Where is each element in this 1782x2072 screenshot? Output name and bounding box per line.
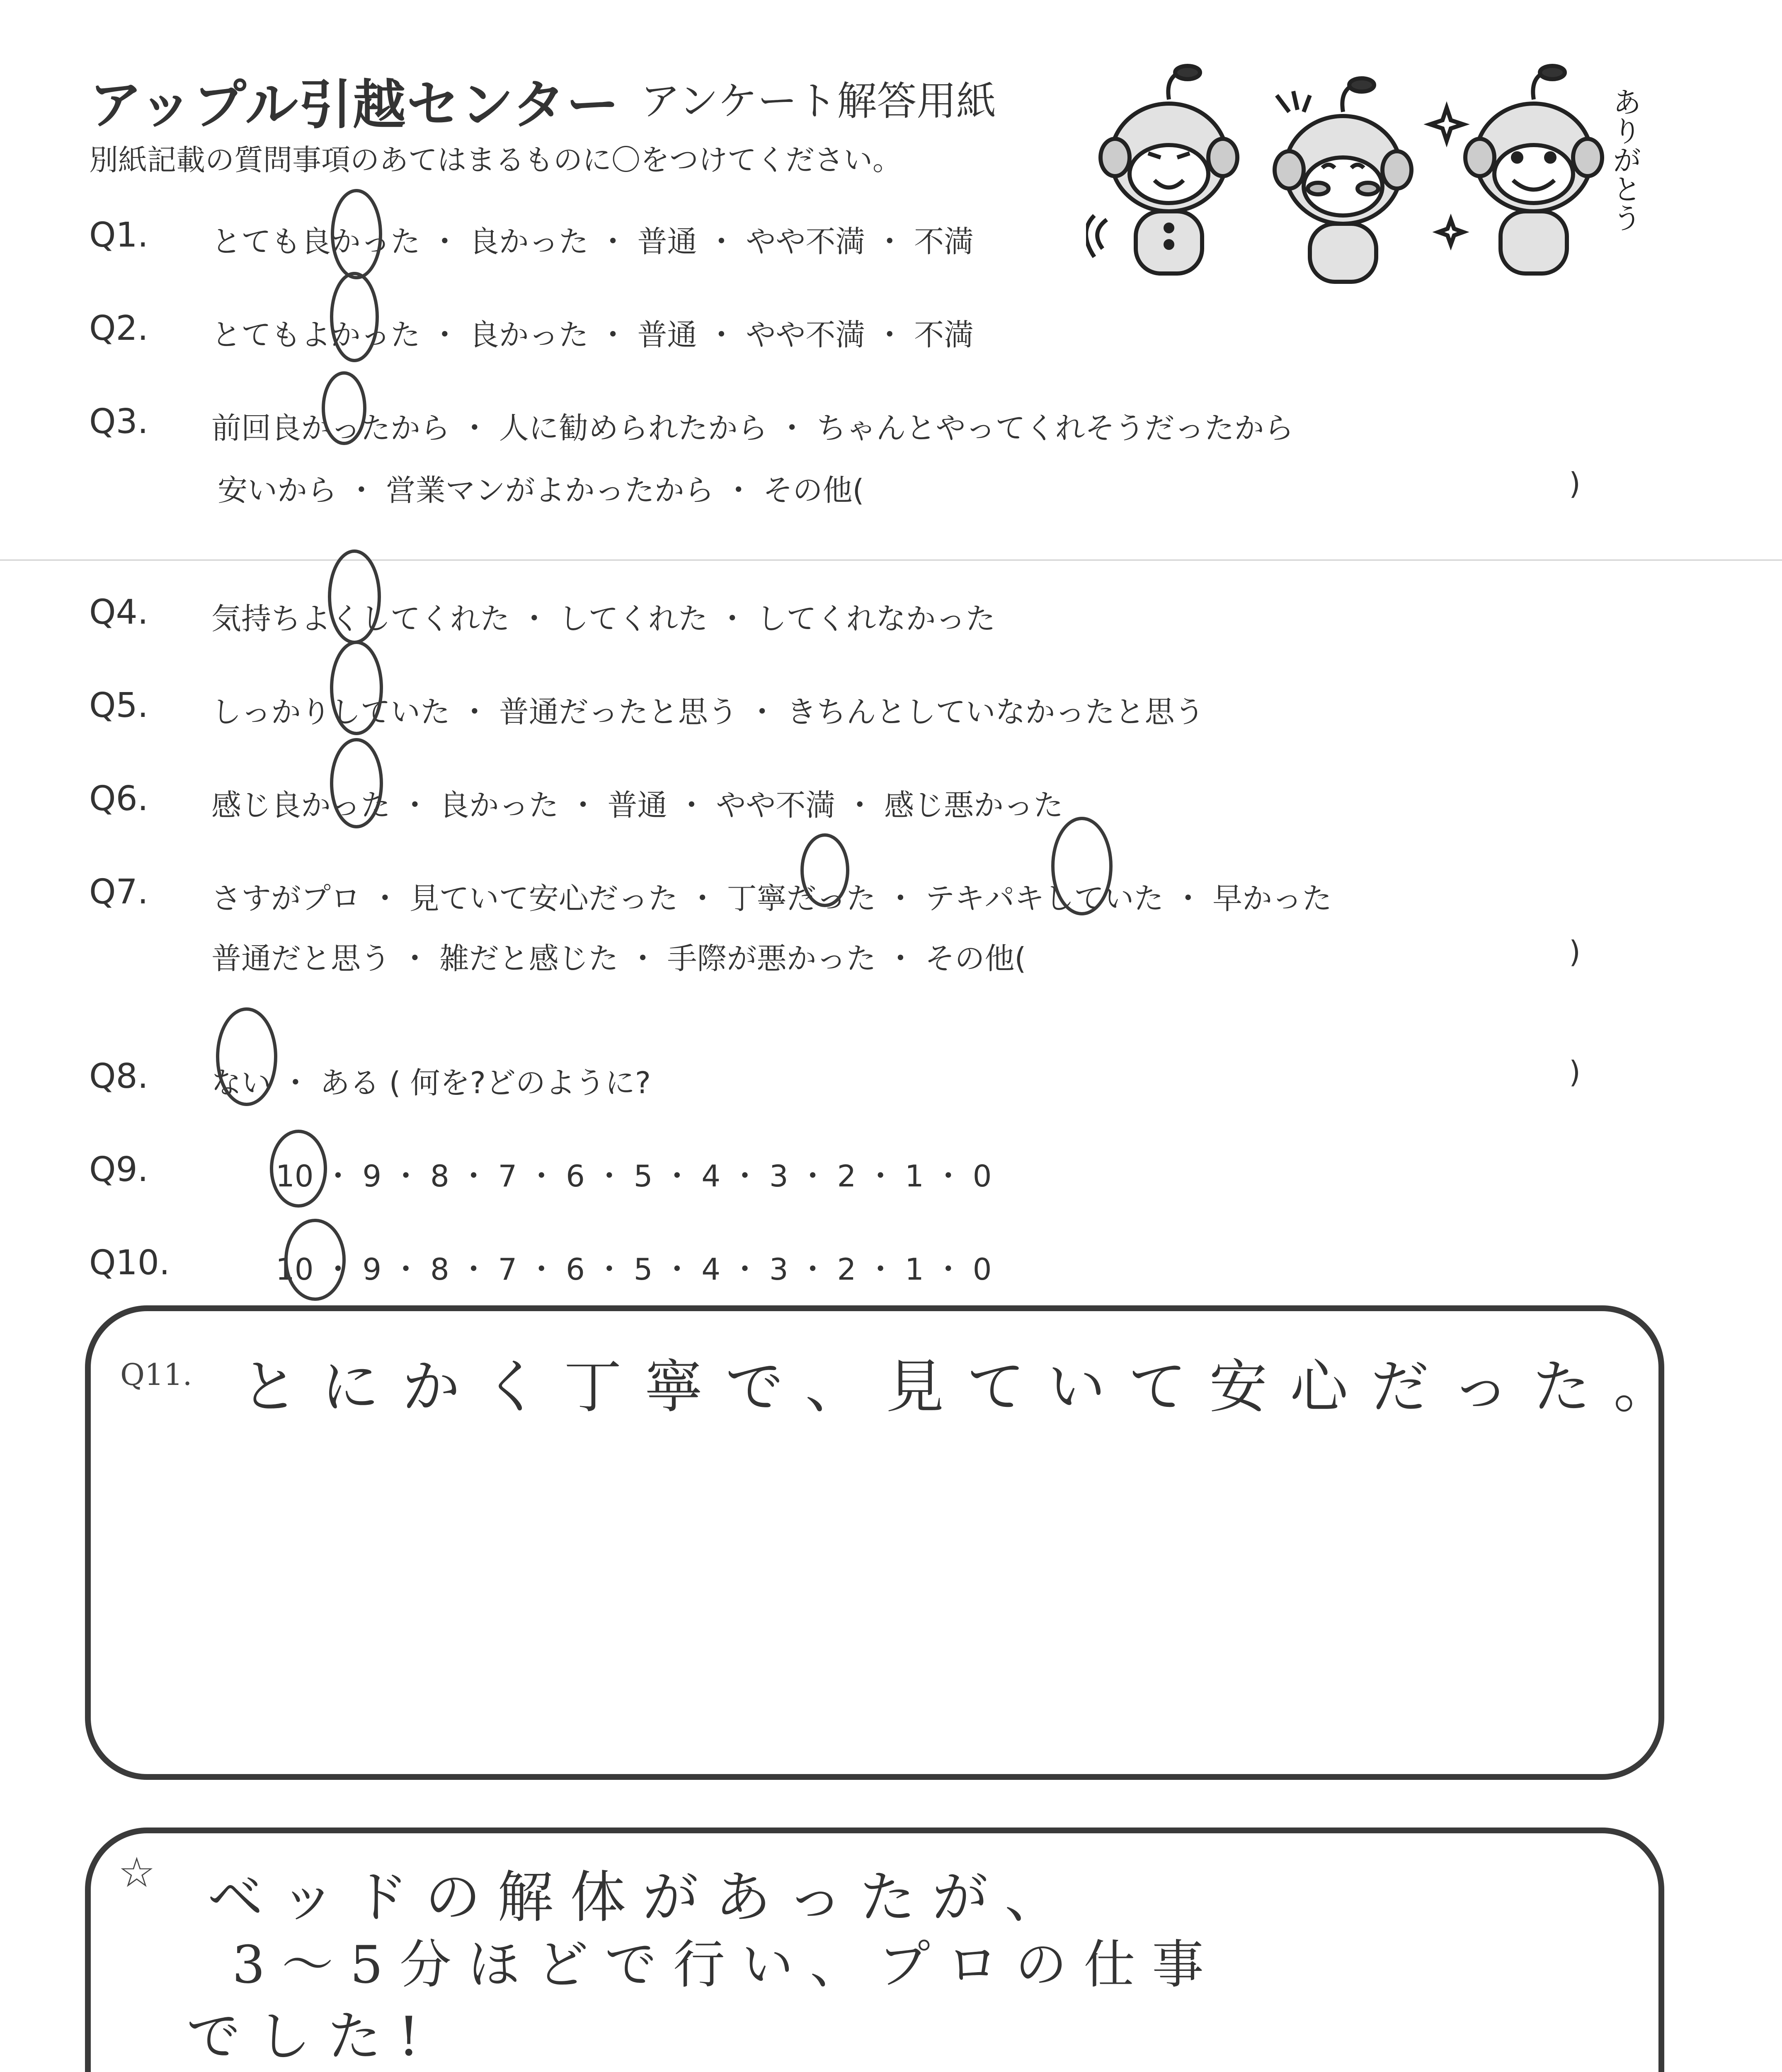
question-options: しっかりしていた ・ 普通だったと思う ・ きちんとしていなかったと思う — [211, 695, 1205, 729]
close-paren: ) — [1569, 466, 1581, 501]
mascot-caption: ありがとう — [1608, 87, 1642, 232]
monkey-mascot-illustration — [1086, 62, 1675, 294]
question-number: Q2. — [89, 309, 148, 348]
question-options: さすがプロ ・ 見ていて安心だった ・ 丁寧だった ・ テキパキしていた ・ 早かった — [211, 881, 1332, 916]
question-options: 普通だと思う ・ 雑だと感じた ・ 手際が悪かった ・ その他( — [211, 941, 1026, 976]
comment-line: 3〜5分ほどで行い、プロの仕事 — [232, 1935, 1221, 1995]
question-number: Q3. — [89, 402, 148, 441]
question-number: Q5. — [89, 686, 148, 725]
rating-scale: 10 ・ 9 ・ 8 ・ 7 ・ 6 ・ 5 ・ 4 ・ 3 ・ 2 ・ 1 ・ 0 — [276, 1252, 992, 1287]
q11-label: Q11. — [120, 1357, 192, 1392]
question-options: 感じ良かった ・ 良かった ・ 普通 ・ やや不満 ・ 感じ悪かった — [211, 788, 1064, 823]
question-number: Q10. — [89, 1243, 170, 1283]
brand-name: アップル引越センター — [89, 74, 620, 136]
question-options: とてもよかった ・ 良かった ・ 普通 ・ やや不満 ・ 不満 — [211, 317, 974, 352]
close-paren: ) — [1569, 934, 1581, 969]
question-number: Q8. — [89, 1057, 148, 1096]
q11-handwritten-answer: とにかく丁寧で、見ていて安心だった。 — [240, 1353, 1695, 1421]
star-icon: ☆ — [118, 1848, 155, 1897]
question-options: とても良かった ・ 良かった ・ 普通 ・ やや不満 ・ 不満 — [211, 224, 974, 259]
instruction-text: 別紙記載の質問事項のあてはまるものに〇をつけてください。 — [89, 143, 902, 177]
form-title: アンケート解答用紙 — [640, 78, 996, 124]
monkey-mascot-3 — [1430, 66, 1602, 274]
comment-line: ベッドの解体があったが、 — [207, 1865, 1077, 1930]
close-paren: ) — [1569, 1055, 1581, 1089]
monkey-mascot-1 — [1086, 66, 1237, 274]
question-number: Q4. — [89, 593, 148, 632]
question-options: 気持ちよくしてくれた ・ してくれた ・ してくれなかった — [211, 601, 996, 636]
question-options: ない ・ ある ( 何を?どのように? — [211, 1065, 651, 1100]
section-divider — [0, 559, 1782, 561]
rating-scale: 10 ・ 9 ・ 8 ・ 7 ・ 6 ・ 5 ・ 4 ・ 3 ・ 2 ・ 1 ・ 0 — [276, 1159, 992, 1193]
question-options: 前回良かったから ・ 人に勧められたから ・ ちゃんとやってくれそうだったから — [211, 411, 1294, 445]
question-options: 安いから ・ 営業マンがよかったから ・ その他( — [218, 473, 864, 508]
comment-line: でした! — [187, 2005, 436, 2068]
question-number: Q7. — [89, 872, 148, 912]
question-number: Q1. — [89, 215, 148, 255]
question-number: Q6. — [89, 779, 148, 818]
monkey-mascot-2 — [1275, 78, 1411, 282]
question-number: Q9. — [89, 1150, 148, 1189]
